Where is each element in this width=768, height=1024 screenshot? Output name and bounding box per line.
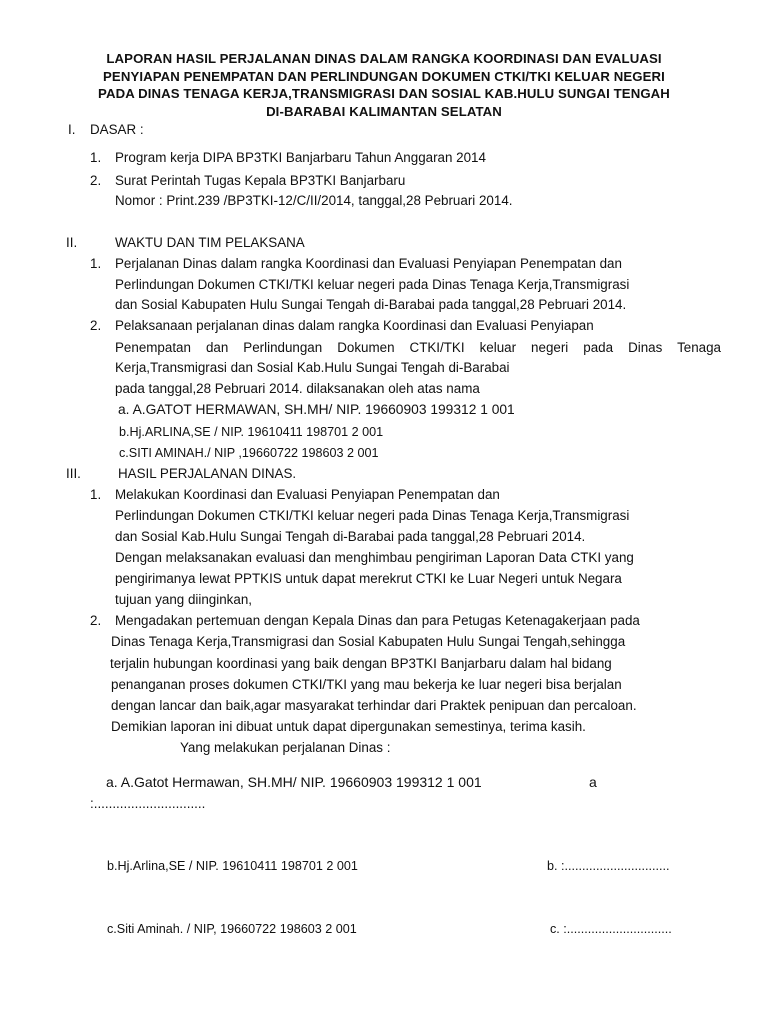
list-number: 1. — [90, 487, 102, 502]
team-member: c.SITI AMINAH./ NIP ,19660722 198603 2 001 — [119, 446, 379, 460]
list-item: Melakukan Koordinasi dan Evaluasi Penyiapan Penempatan dan — [115, 487, 500, 502]
list-item: Nomor : Print.239 /BP3TKI-12/C/II/2014, tanggal,28 Pebruari 2014. — [115, 193, 513, 208]
list-item: Mengadakan pertemuan dengan Kepala Dinas dan para Petugas Ketenagakerjaan pada — [115, 613, 640, 628]
list-item: Demikian laporan ini dibuat untuk dapat dipergunakan semestinya, terima kasih. — [111, 719, 586, 734]
section-3-number: III. — [66, 466, 81, 481]
list-item: Perlindungan Dokumen CTKI/TKI keluar negeri pada Dinas Tenaga Kerja,Transmigrasi — [115, 508, 630, 523]
list-item: Surat Perintah Tugas Kepala BP3TKI Banjarbaru — [115, 173, 406, 188]
team-member: a. A.GATOT HERMAWAN, SH.MH/ NIP. 19660903 199312 1 001 — [118, 402, 515, 417]
signature-line-a: :.............................. — [90, 796, 206, 811]
list-item: terjalin hubungan koordinasi yang baik dengan BP3TKI Banjarbaru dalam hal bidang — [110, 656, 612, 671]
list-item: Penempatan dan Perlindungan Dokumen CTKI/TKI keluar negeri pada Dinas Tenaga — [115, 340, 721, 355]
document-title — [40, 50, 728, 120]
team-member: b.Hj.ARLINA,SE / NIP. 19610411 198701 2 001 — [119, 425, 384, 439]
list-number: 2. — [90, 318, 102, 333]
list-item: pada tanggal,28 Pebruari 2014. dilaksanakan oleh atas nama — [115, 381, 480, 396]
list-item: Pelaksanaan perjalanan dinas dalam rangka Koordinasi dan Evaluasi Penyiapan — [115, 318, 594, 333]
signature-label-a: a — [589, 774, 597, 790]
list-number: 1. — [90, 256, 102, 271]
list-item: pengirimanya lewat PPTKIS untuk dapat merekrut CTKI ke Luar Negeri untuk Negara — [115, 571, 622, 586]
section-1-number: I. — [68, 122, 76, 137]
signature-line-b: b. :.............................. — [547, 859, 670, 873]
list-number: 1. — [90, 150, 102, 165]
list-number: 2. — [90, 613, 102, 628]
list-item: dan Sosial Kab.Hulu Sungai Tengah di-Barabai pada tanggal,28 Pebruari 2014. — [115, 529, 586, 544]
section-2-heading: WAKTU DAN TIM PELAKSANA — [115, 235, 305, 250]
list-item: tujuan yang diinginkan, — [115, 592, 252, 607]
signature-line-c: c. :.............................. — [550, 922, 672, 936]
list-item: dengan lancar dan baik,agar masyarakat terhindar dari Praktek penipuan dan percaloan. — [111, 698, 637, 713]
list-number: 2. — [90, 173, 102, 188]
list-item: Dengan melaksanakan evaluasi dan menghimbau pengiriman Laporan Data CTKI yang — [115, 550, 634, 565]
list-item: penanganan proses dokumen CTKI/TKI yang mau bekerja ke luar negeri bisa berjalan — [111, 677, 622, 692]
signature-name-c: c.Siti Aminah. / NIP, 19660722 198603 2 001 — [107, 922, 357, 936]
title-line: PADA DINAS TENAGA KERJA,TRANSMIGRASI DAN SOSIAL KAB.HULU SUNGAI TENGAH — [98, 86, 670, 101]
closing-statement: Yang melakukan perjalanan Dinas : — [180, 740, 391, 755]
section-2-number: II. — [66, 235, 78, 250]
title-line: PENYIAPAN PENEMPATAN DAN PERLINDUNGAN DOKUMEN CTKI/TKI KELUAR NEGERI — [103, 68, 665, 84]
list-item: Perlindungan Dokumen CTKI/TKI keluar negeri pada Dinas Tenaga Kerja,Transmigrasi — [115, 277, 630, 292]
title-line: DI-BARABAI KALIMANTAN SELATAN — [266, 103, 502, 119]
list-item: Dinas Tenaga Kerja,Transmigrasi dan Sosial Kabupaten Hulu Sungai Tengah,sehingga — [111, 634, 626, 649]
section-3-heading: HASIL PERJALANAN DINAS. — [118, 466, 297, 481]
signature-name-b: b.Hj.Arlina,SE / NIP. 19610411 198701 2 001 — [107, 859, 358, 873]
section-1-heading: DASAR : — [90, 122, 144, 137]
list-item: Perjalanan Dinas dalam rangka Koordinasi dan Evaluasi Penyiapan Penempatan dan — [115, 256, 622, 271]
signature-name-a: a. A.Gatot Hermawan, SH.MH/ NIP. 19660903 199312 1 001 — [106, 774, 482, 790]
list-item: Kerja,Transmigrasi dan Sosial Kab.Hulu Sungai Tengah di-Barabai — [115, 360, 510, 375]
title-line: LAPORAN HASIL PERJALANAN DINAS DALAM RANGKA KOORDINASI DAN EVALUASI — [106, 51, 662, 66]
list-item: dan Sosial Kabupaten Hulu Sungai Tengah di-Barabai pada tanggal,28 Pebruari 2014. — [115, 297, 627, 312]
list-item: Program kerja DIPA BP3TKI Banjarbaru Tahun Anggaran 2014 — [115, 150, 486, 165]
